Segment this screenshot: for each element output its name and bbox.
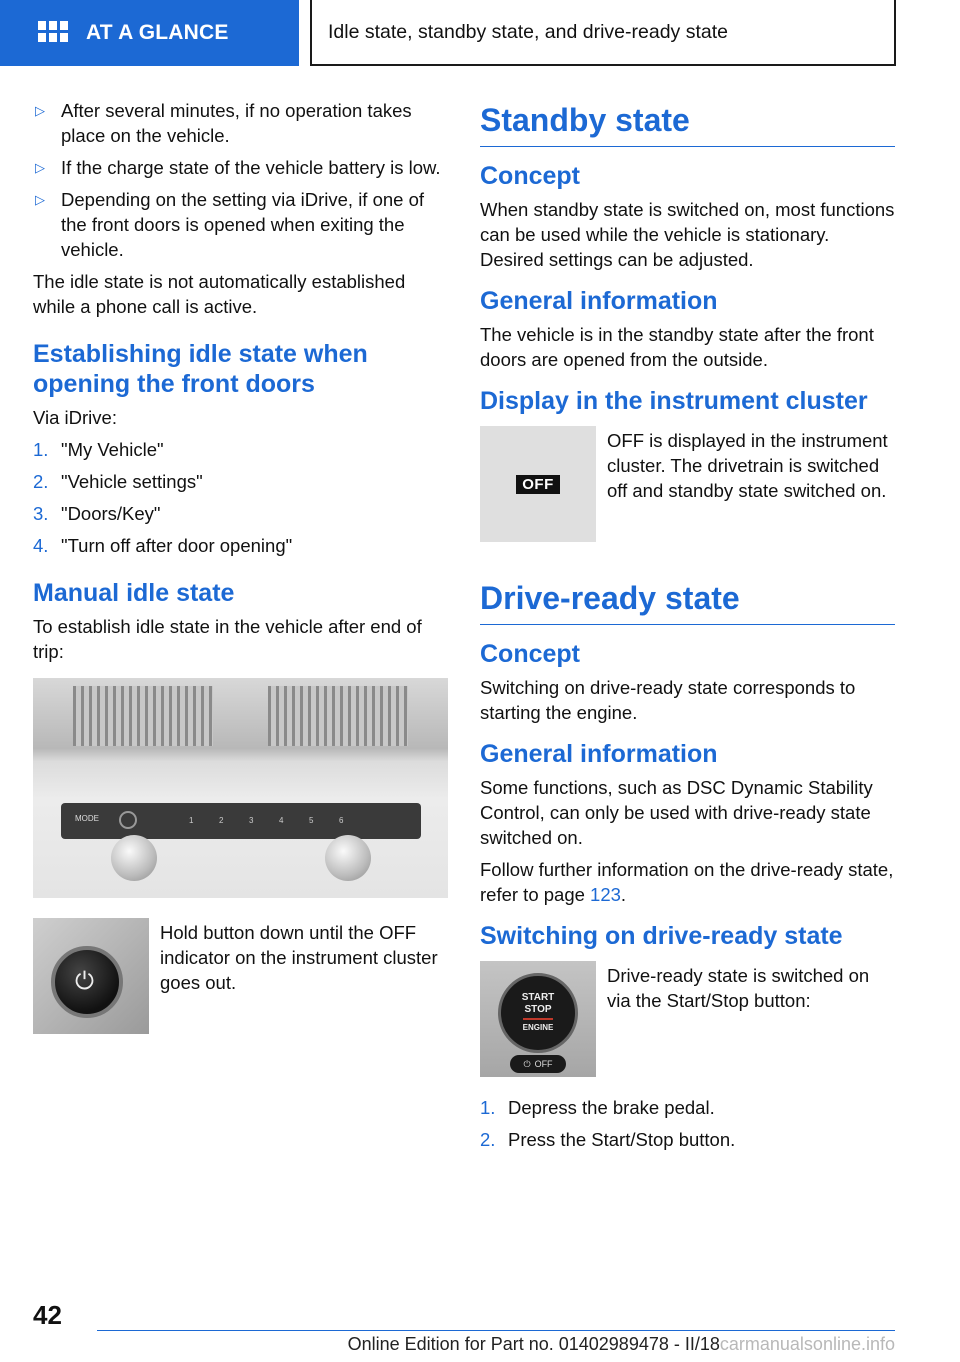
drive-further-text: Follow further information on the drive-ready state, refer to page 123. <box>480 859 894 905</box>
off-button-icon: ⏻ OFF <box>510 1055 566 1073</box>
off-display-figure <box>480 426 895 542</box>
display-heading: Display in the instrument cluster <box>480 387 868 415</box>
list-item: ▷ After several minutes, if no operation takes place on the vehicle. <box>35 100 412 146</box>
right-column <box>480 98 895 1159</box>
center-console-image <box>33 678 448 898</box>
standby-title: Standby state <box>480 98 895 147</box>
climate-knob <box>325 835 371 881</box>
idle-conditions-list <box>33 98 448 262</box>
triangle-bullet-icon: ▷ <box>35 192 45 207</box>
footer-edition: Online Edition for Part no. 01402989478 - II/18carmanualsonline.info <box>347 1334 895 1354</box>
establishing-steps <box>33 437 448 558</box>
start-stop-figure <box>480 961 895 1077</box>
manual-heading: Manual idle state <box>33 579 235 607</box>
air-vent <box>73 686 213 746</box>
off-indicator-image <box>480 426 596 542</box>
section-tab-label: AT A GLANCE <box>86 21 229 44</box>
switching-heading: Switching on drive-ready state <box>480 922 843 950</box>
chapter-title: Idle state, standby state, and drive-ready state <box>310 0 896 66</box>
power-knob-image <box>33 918 149 1034</box>
list-item: 4. "Turn off after door opening" <box>33 535 293 556</box>
drive-general-text: Some functions, such as DSC Dynamic Stability Control, can only be used with drive-ready state switched on. <box>480 777 873 848</box>
drive-steps <box>480 1095 895 1152</box>
switching-text: Drive-ready state is switched on via the Start/Stop button: <box>607 965 870 1011</box>
page-reference-link[interactable]: 123 <box>590 884 621 905</box>
manual-intro: To establish idle state in the vehicle after end of trip: <box>33 616 422 662</box>
establishing-heading: Establishing idle state when opening the front doors <box>33 340 368 398</box>
off-display-text: OFF is displayed in the instrument cluster. The drivetrain is switched off and standby state switched on. <box>607 430 888 501</box>
establishing-intro: Via iDrive: <box>33 407 117 428</box>
power-button-caption: Hold button down until the OFF indicator on the instrument cluster goes out. <box>160 922 438 993</box>
start-stop-button-icon: START STOP ENGINE <box>498 973 578 1053</box>
page-header <box>0 0 960 66</box>
standby-general-text: The vehicle is in the standby state after the front doors are opened from the outside. <box>480 324 874 370</box>
power-button-icon <box>119 811 137 829</box>
watermark: carmanualsonline.info <box>719 1334 895 1354</box>
climate-knob <box>111 835 157 881</box>
triangle-bullet-icon: ▷ <box>35 103 45 118</box>
grid-menu-icon <box>38 21 68 45</box>
triangle-bullet-icon: ▷ <box>35 160 45 175</box>
page-number: 42 <box>33 1300 62 1330</box>
drive-concept-heading: Concept <box>480 640 580 668</box>
list-item: 1. "My Vehicle" <box>33 439 164 460</box>
drive-concept-text: Switching on drive-ready state corresponds to starting the engine. <box>480 677 856 723</box>
left-column <box>33 98 448 1034</box>
air-vent <box>268 686 408 746</box>
section-tab[interactable] <box>0 0 299 66</box>
standby-concept-text: When standby state is switched on, most functions can be used while the vehicle is stationary. Desired settings can be adjusted. <box>480 199 895 270</box>
start-stop-button-image <box>480 961 596 1077</box>
power-icon: ⏻ <box>75 968 94 995</box>
off-badge: OFF <box>516 475 560 494</box>
list-item: 3. "Doors/Key" <box>33 503 161 524</box>
list-item: 1. Depress the brake pedal. <box>480 1097 715 1118</box>
standby-concept-heading: Concept <box>480 162 580 190</box>
list-item: 2. Press the Start/Stop button. <box>480 1129 736 1150</box>
list-item: ▷ If the charge state of the vehicle battery is low. <box>35 157 441 178</box>
list-item: 2. "Vehicle settings" <box>33 471 203 492</box>
power-button-figure <box>33 918 448 1034</box>
footer-divider <box>97 1330 895 1331</box>
drive-ready-title: Drive-ready state <box>480 576 895 625</box>
drive-general-heading: General information <box>480 740 718 768</box>
idle-note: The idle state is not automatically established while a phone call is active. <box>33 271 406 317</box>
list-item: ▷ Depending on the setting via iDrive, if one of the front doors is opened when exiting the vehicle. <box>35 189 425 260</box>
standby-general-heading: General information <box>480 287 718 315</box>
radio-panel: MODE 1 2 3 4 5 6 <box>61 803 421 839</box>
